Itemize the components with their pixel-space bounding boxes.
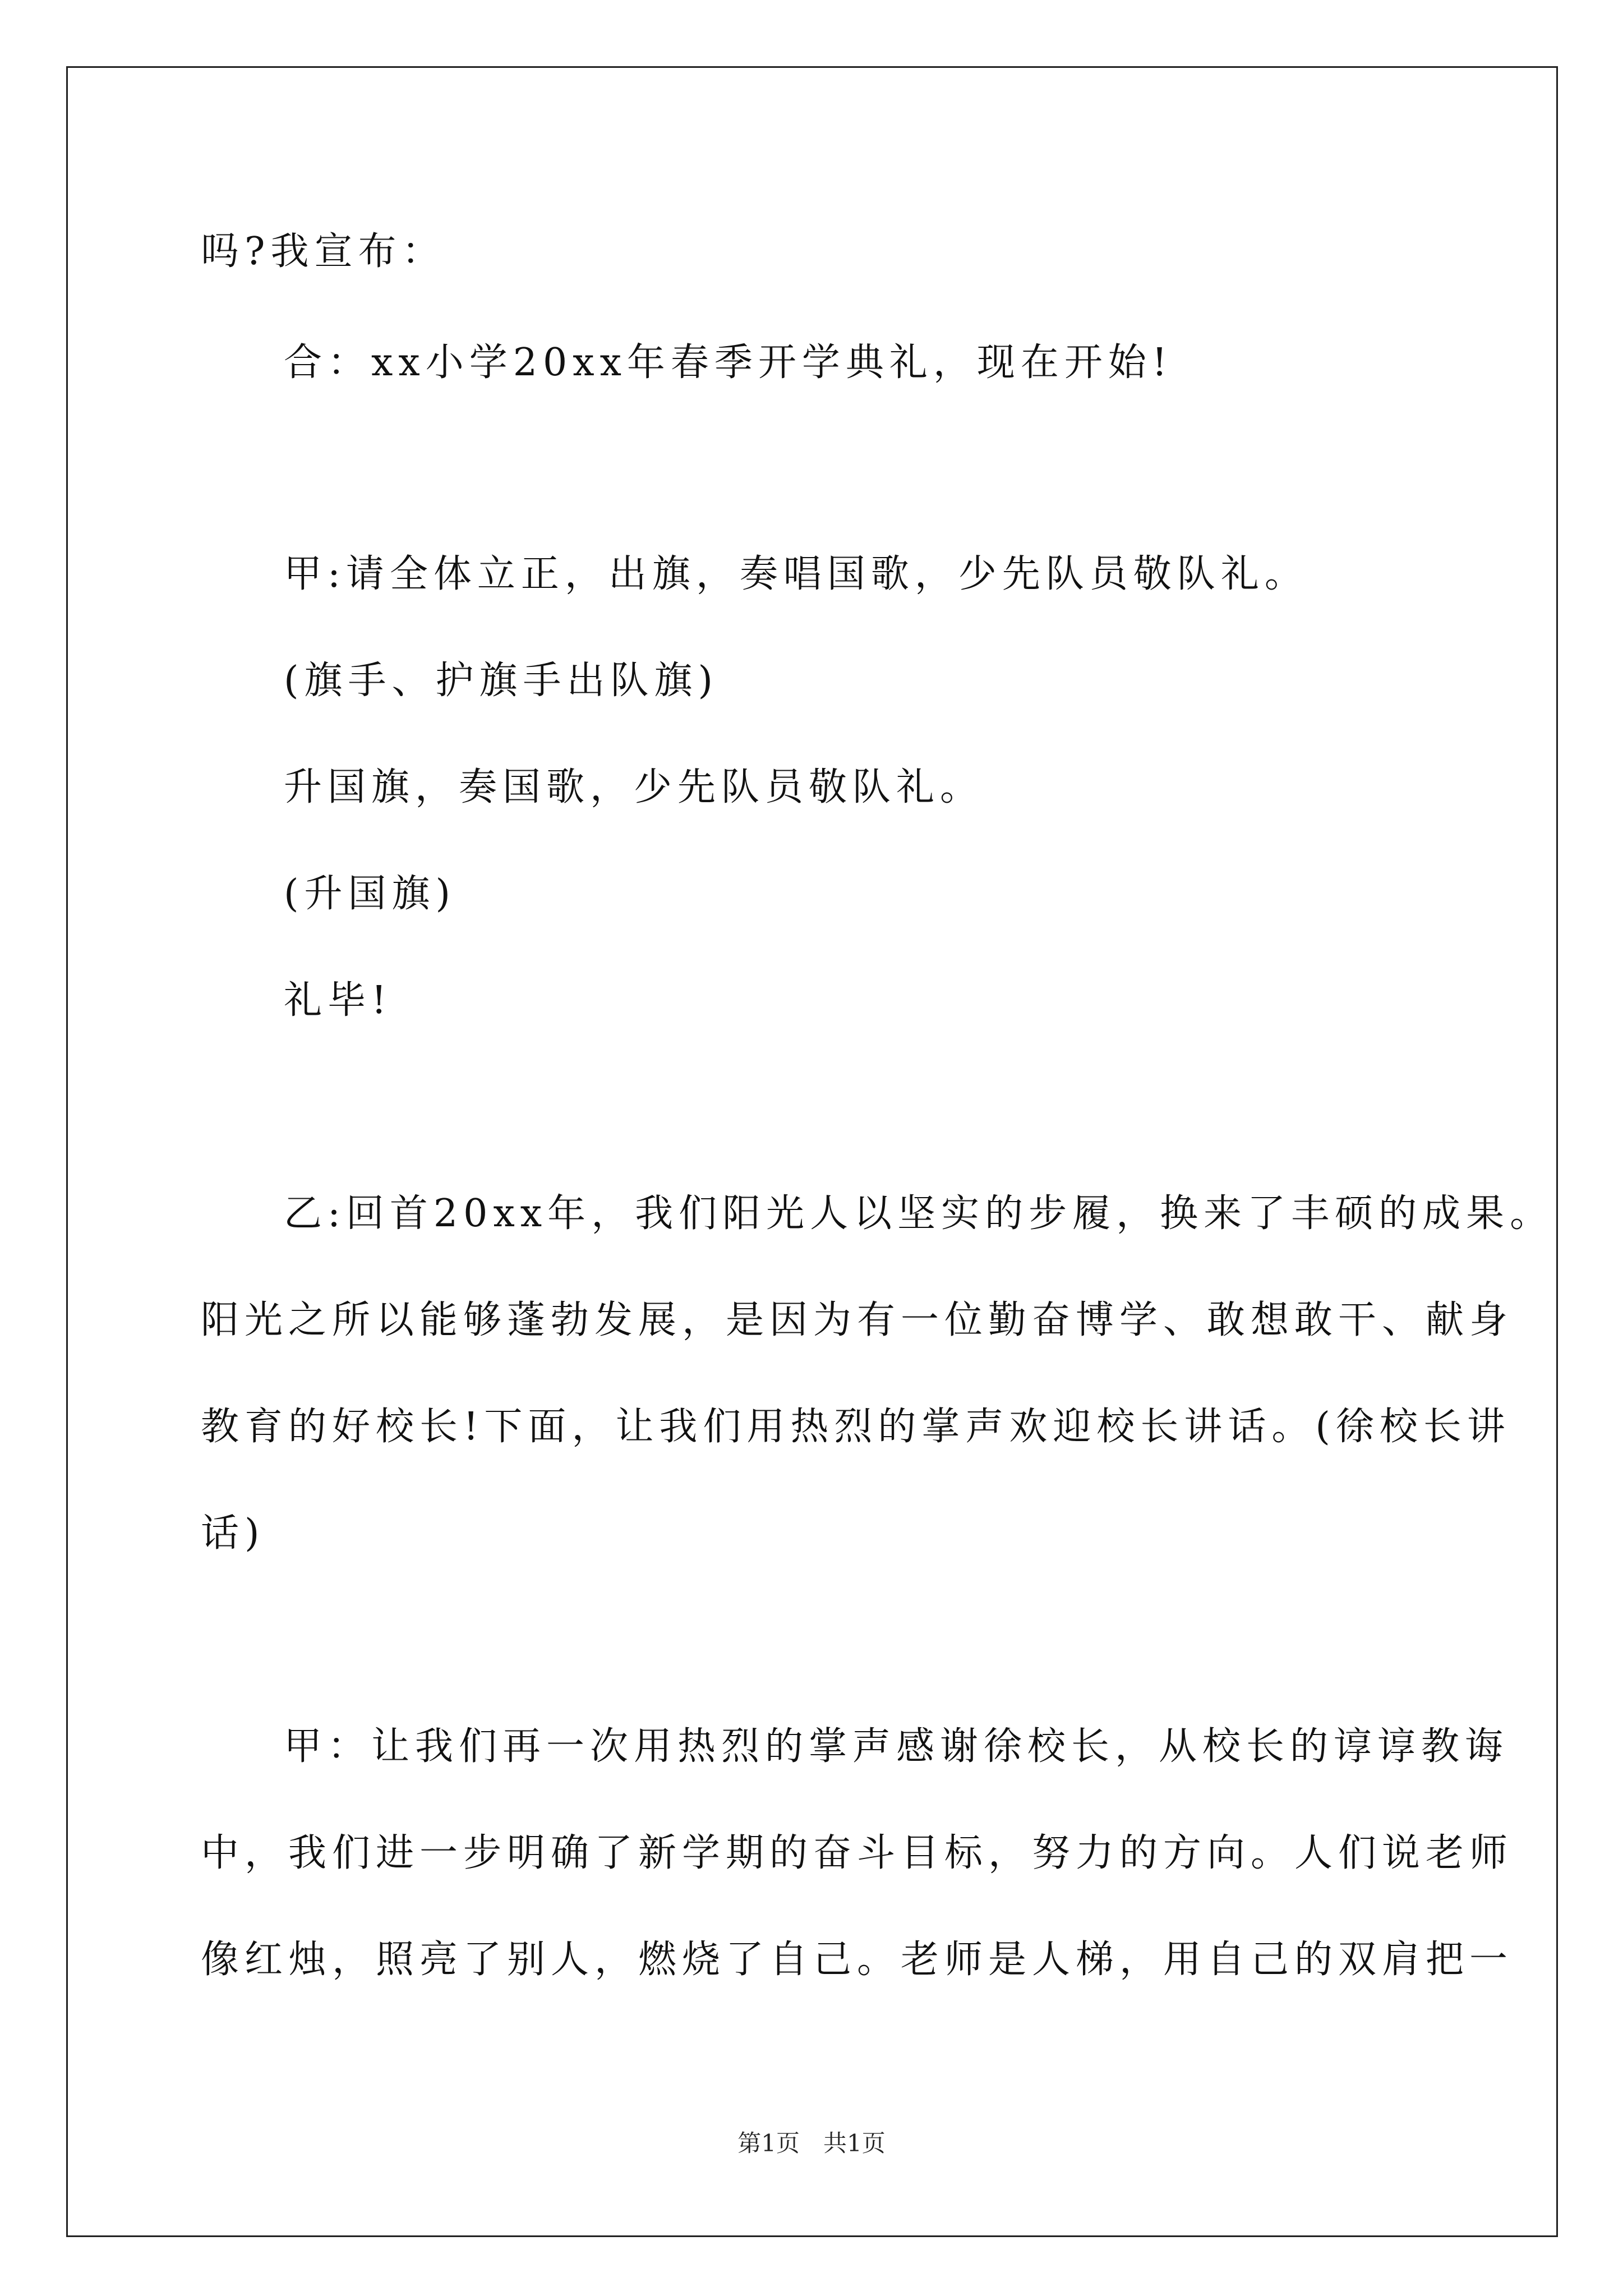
text-line: 甲:请全体立正，出旗，奏唱国歌，少先队员敬队礼。 xyxy=(284,552,1308,596)
text-line: 吗?我宣布： xyxy=(201,229,446,274)
text-line: 教育的好校长!下面，让我们用热烈的掌声欢迎校长讲话。(徐校长讲 xyxy=(201,1405,1511,1449)
text-line: (升国旗) xyxy=(284,872,457,916)
text-line: 合：xx小学20xx年春季开学典礼，现在开始! xyxy=(284,341,1173,385)
text-line: 话) xyxy=(201,1511,265,1556)
text-line: 礼毕! xyxy=(284,978,393,1023)
text-line: 像红烛，照亮了别人，燃烧了自己。老师是人梯，用自己的双肩把一 xyxy=(201,1938,1514,1982)
text-line: (旗手、护旗手出队旗) xyxy=(284,659,719,703)
text-line: 升国旗，奏国歌，少先队员敬队礼。 xyxy=(284,765,984,809)
text-line: 阳光之所以能够蓬勃发展，是因为有一位勤奋博学、敢想敢干、献身 xyxy=(201,1298,1514,1342)
text-line: 甲：让我们再一次用热烈的掌声感谢徐校长，从校长的谆谆教诲 xyxy=(284,1724,1509,1769)
text-line: 乙:回首20xx年，我们阳光人以坚实的步履，换来了丰硕的成果。 xyxy=(284,1191,1554,1236)
page-footer: 第1页 共1页 xyxy=(737,2129,886,2157)
text-line: 中，我们进一步明确了新学期的奋斗目标，努力的方向。人们说老师 xyxy=(201,1831,1514,1875)
page-border xyxy=(66,66,1558,2237)
